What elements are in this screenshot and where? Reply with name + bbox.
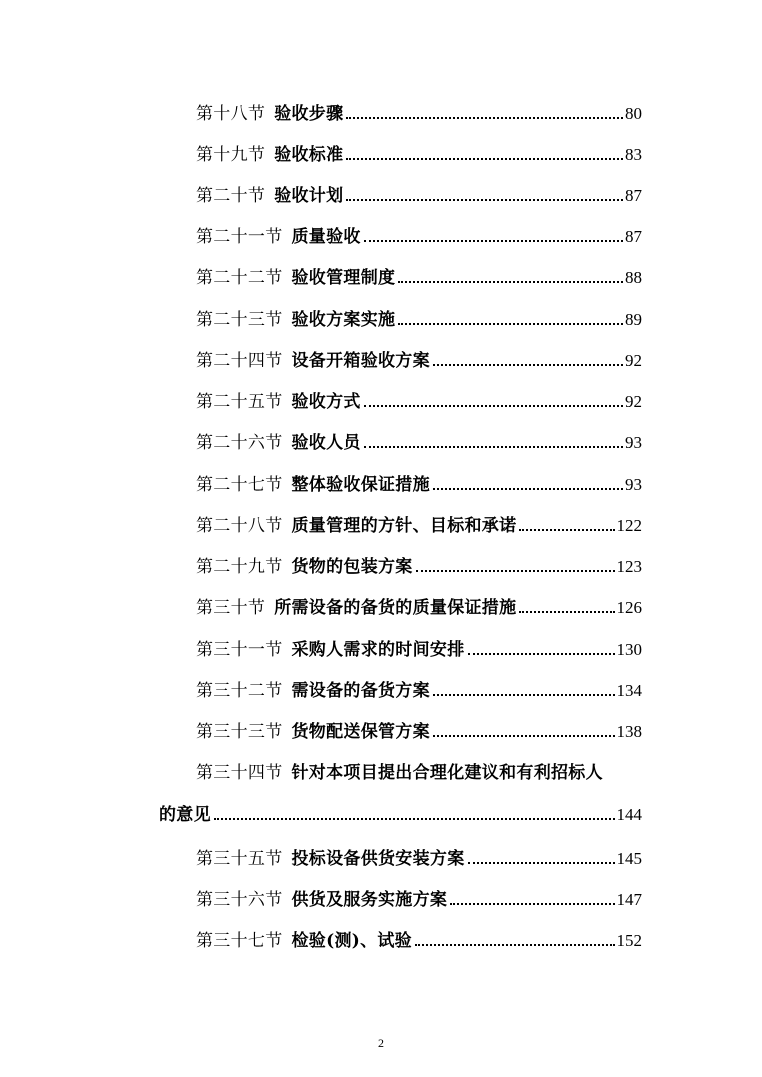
toc-page-number: 80 bbox=[625, 104, 642, 123]
toc-section-number: 第二十六节 bbox=[196, 433, 283, 453]
dot-leader bbox=[433, 694, 615, 696]
toc-title: 验收步骤 bbox=[274, 104, 344, 124]
toc-entry[interactable] bbox=[196, 713, 642, 743]
toc-section-number: 第三十一节 bbox=[196, 640, 283, 660]
dot-leader bbox=[398, 281, 623, 283]
toc-section-number: 第二十三节 bbox=[196, 310, 283, 330]
dot-leader bbox=[415, 944, 615, 946]
toc-entry[interactable] bbox=[196, 424, 642, 454]
toc-entry[interactable] bbox=[196, 631, 642, 661]
toc-title: 供货及服务实施方案 bbox=[291, 890, 448, 910]
footer-page-number: 2 bbox=[378, 1036, 384, 1050]
toc-entry[interactable] bbox=[196, 548, 642, 578]
toc-title: 验收方案实施 bbox=[291, 310, 396, 330]
toc-page-number: 130 bbox=[616, 640, 642, 659]
toc-entry-wrapped-first-line[interactable] bbox=[196, 754, 642, 784]
toc-section-number: 第三十三节 bbox=[196, 722, 283, 742]
toc-entry[interactable] bbox=[196, 507, 642, 537]
toc-section-number: 第三十节 bbox=[196, 598, 266, 618]
dot-leader bbox=[519, 611, 614, 613]
dot-leader bbox=[364, 446, 623, 448]
toc-page-number: 152 bbox=[616, 931, 642, 950]
toc-title: 验收标准 bbox=[274, 145, 344, 165]
toc-section-number: 第二十四节 bbox=[196, 351, 283, 371]
toc-entry[interactable] bbox=[196, 342, 642, 372]
dot-leader bbox=[468, 862, 615, 864]
toc-page-number: 92 bbox=[625, 351, 642, 370]
toc-page-number: 126 bbox=[616, 598, 642, 617]
toc-entry[interactable] bbox=[196, 589, 642, 619]
toc-section-number: 第二十八节 bbox=[196, 516, 283, 536]
toc-entry[interactable] bbox=[196, 177, 642, 207]
toc-title: 验收管理制度 bbox=[291, 268, 396, 288]
dot-leader bbox=[346, 158, 623, 160]
toc-title: 货物配送保管方案 bbox=[291, 722, 430, 742]
toc-page-number: 147 bbox=[616, 890, 642, 909]
toc-title: 检验(测)、试验 bbox=[291, 931, 412, 951]
toc-entry[interactable] bbox=[196, 301, 642, 331]
toc-entry[interactable] bbox=[196, 922, 642, 952]
toc-title: 验收计划 bbox=[274, 186, 344, 206]
dot-leader bbox=[433, 488, 623, 490]
toc-entry[interactable] bbox=[196, 259, 642, 289]
toc-page-number: 93 bbox=[625, 433, 642, 452]
toc-page-number: 87 bbox=[625, 227, 642, 246]
toc-page-number: 83 bbox=[625, 145, 642, 164]
dot-leader bbox=[519, 529, 614, 531]
toc-entry[interactable] bbox=[196, 466, 642, 496]
dot-leader bbox=[346, 117, 623, 119]
toc-page-number: 92 bbox=[625, 392, 642, 411]
dot-leader bbox=[346, 199, 623, 201]
toc-title: 质量管理的方针、目标和承诺 bbox=[291, 516, 517, 536]
toc-entry[interactable] bbox=[196, 95, 642, 125]
toc-title: 整体验收保证措施 bbox=[291, 475, 430, 495]
dot-leader bbox=[433, 364, 623, 366]
toc-section-number: 第三十五节 bbox=[196, 849, 283, 869]
toc-page-number: 134 bbox=[616, 681, 642, 700]
toc-page-number: 145 bbox=[616, 849, 642, 868]
toc-title: 质量验收 bbox=[291, 227, 361, 247]
toc-section-number: 第十八节 bbox=[196, 104, 266, 124]
toc-page-number: 138 bbox=[616, 722, 642, 741]
toc-page-number: 93 bbox=[625, 475, 642, 494]
toc-title: 投标设备供货安装方案 bbox=[291, 849, 465, 869]
toc-page-number: 144 bbox=[616, 805, 642, 824]
toc-page-number: 89 bbox=[625, 310, 642, 329]
toc-title: 货物的包装方案 bbox=[291, 557, 413, 577]
toc-section-number: 第二十七节 bbox=[196, 475, 283, 495]
toc-title: 验收方式 bbox=[291, 392, 361, 412]
toc-page-number: 87 bbox=[625, 186, 642, 205]
dot-leader bbox=[433, 735, 615, 737]
dot-leader bbox=[364, 240, 623, 242]
toc-section-number: 第二十五节 bbox=[196, 392, 283, 412]
toc-section-number: 第十九节 bbox=[196, 145, 266, 165]
toc-title: 所需设备的备货的质量保证措施 bbox=[274, 598, 517, 618]
toc-section-number: 第三十四节 bbox=[196, 763, 283, 783]
dot-leader bbox=[398, 323, 623, 325]
dot-leader bbox=[450, 903, 614, 905]
toc-section-number: 第二十九节 bbox=[196, 557, 283, 577]
toc-title-continuation: 的意见 bbox=[159, 805, 211, 825]
toc-section-number: 第二十一节 bbox=[196, 227, 283, 247]
toc-section-number: 第三十二节 bbox=[196, 681, 283, 701]
dot-leader bbox=[416, 570, 615, 572]
toc-entry[interactable] bbox=[196, 881, 642, 911]
toc-title: 需设备的备货方案 bbox=[291, 681, 430, 701]
toc-entry[interactable] bbox=[196, 136, 642, 166]
toc-title: 验收人员 bbox=[291, 433, 361, 453]
toc-entry-wrapped-second-line[interactable] bbox=[159, 796, 642, 826]
toc-section-number: 第三十六节 bbox=[196, 890, 283, 910]
toc-entry[interactable] bbox=[196, 672, 642, 702]
toc-page-number: 122 bbox=[616, 516, 642, 535]
toc-page-number: 88 bbox=[625, 268, 642, 287]
toc-page-number: 123 bbox=[616, 557, 642, 576]
dot-leader bbox=[364, 405, 623, 407]
toc-title: 采购人需求的时间安排 bbox=[291, 640, 465, 660]
dot-leader bbox=[468, 653, 615, 655]
toc-title: 设备开箱验收方案 bbox=[291, 351, 430, 371]
dot-leader bbox=[214, 818, 615, 820]
toc-entry[interactable] bbox=[196, 840, 642, 870]
toc-section-number: 第二十二节 bbox=[196, 268, 283, 288]
toc-entry[interactable] bbox=[196, 218, 642, 248]
toc-entry[interactable] bbox=[196, 383, 642, 413]
toc-section-number: 第三十七节 bbox=[196, 931, 283, 951]
toc-section-number: 第二十节 bbox=[196, 186, 266, 206]
toc-title: 针对本项目提出合理化建议和有利招标人 bbox=[291, 763, 603, 783]
